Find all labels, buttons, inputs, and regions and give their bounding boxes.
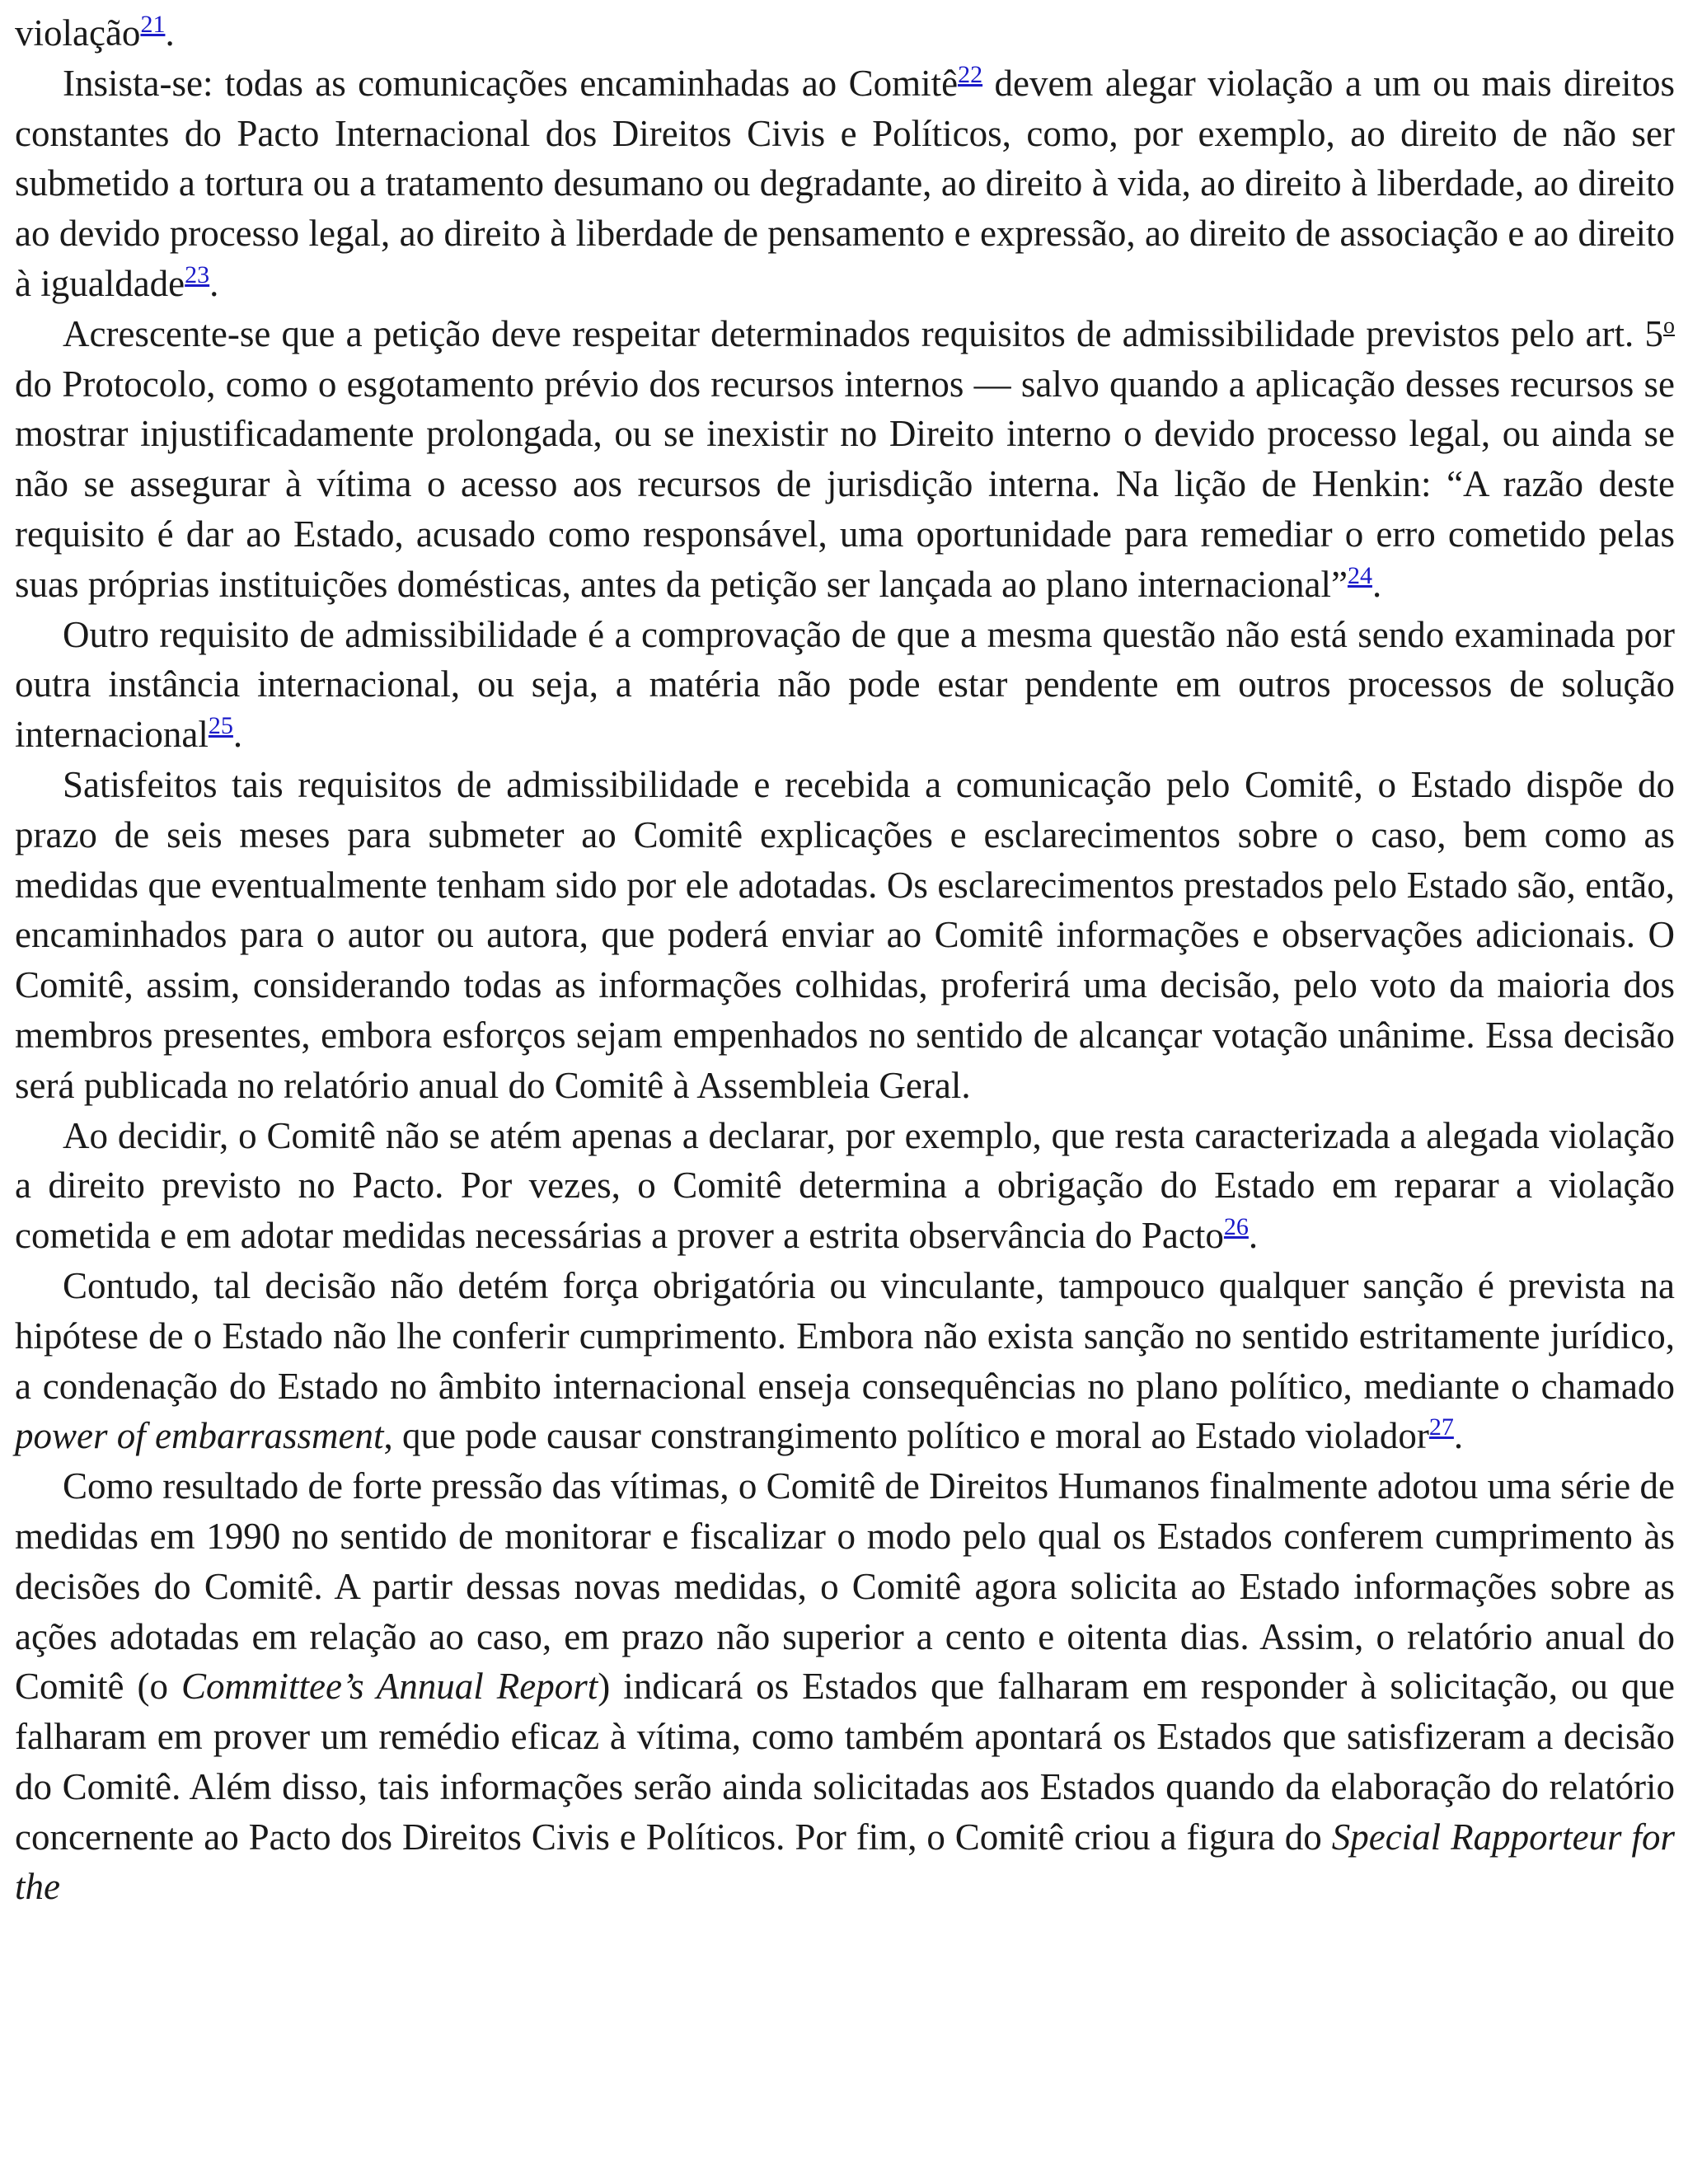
footnote-link-24[interactable]: 24	[1347, 561, 1372, 589]
text: do Protocolo, como o esgotamento prévio dos recursos internos — salvo quando a aplicação desses recursos se mostrar injustificadamente prolongada, ou se inexistir no Direito interno o devido processo legal, ou ainda se não se assegurar à vítima o acesso aos recursos de jurisdição interna. Na lição de Henkin: “A razão deste requisito é dar ao Estado, acusado como responsável, uma oportunidade para remediar o erro cometido pelas suas próprias instituições domésticas, antes da petição ser lançada ao plano internacional”	[15, 363, 1675, 605]
text: .	[1453, 1415, 1464, 1457]
footnote-link-26[interactable]: 26	[1223, 1213, 1249, 1241]
ordinal-indicator: o	[1663, 312, 1675, 339]
footnote-link-25[interactable]: 25	[208, 712, 233, 740]
text: Insista-se: todas as comunicações encaminhadas ao Comitê	[63, 62, 959, 104]
paragraph-7	[15, 1461, 1675, 1912]
italic-term: power of embarrassment	[15, 1415, 384, 1457]
text: Satisfeitos tais requisitos de admissibilidade e recebida a comunicação pelo Comitê, o Estado dispõe do prazo de seis meses para submeter ao Comitê explicações e esclarecimentos sobre o caso, bem como as medidas que eventualmente tenham sido por ele adotadas. Os esclarecimentos prestados pelo Estado são, então, encaminhados para o autor ou autora, que poderá enviar ao Comitê informações e observações adicionais. O Comitê, assim, considerando todas as informações colhidas, proferirá uma decisão, pelo voto da maioria dos membros presentes, embora esforços sejam empenhados no sentido de alcançar votação unânime. Essa decisão será publicada no relatório anual do Comitê à Assembleia Geral.	[15, 763, 1675, 1106]
paragraph-6	[15, 1261, 1675, 1461]
paragraph-4	[15, 760, 1675, 1111]
italic-term: Special Rapporteur for the	[15, 1816, 1675, 1908]
text: .	[1248, 1215, 1259, 1257]
text: Contudo, tal decisão não detém força obrigatória ou vinculante, tampouco qualquer sanção é prevista na hipótese de o Estado não lhe conferir cumprimento. Embora não exista sanção no sentido estritamente jurídico, a condenação do Estado no âmbito internacional enseja consequências no plano político, mediante o chamado	[15, 1264, 1675, 1407]
text: Ao decidir, o Comitê não se atém apenas a declarar, por exemplo, que resta caracterizada a alegada violação a direito previsto no Pacto. Por vezes, o Comitê determina a obrigação do Estado em reparar a violação cometida e em adotar medidas necessárias a prover a estrita observância do Pacto	[15, 1114, 1675, 1257]
text: .	[165, 12, 175, 54]
text: .	[1372, 563, 1382, 605]
text: Acrescente-se que a petição deve respeitar determinados requisitos de admissibilidade previstos pelo art. 5	[63, 312, 1663, 354]
text: Como resultado de forte pressão das vítimas, o Comitê de Direitos Humanos finalmente adotou uma série de medidas em 1990 no sentido de monitorar e fiscalizar o modo pelo qual os Estados conferem cumprimento às decisões do Comitê. A partir dessas novas medidas, o Comitê agora solicita ao Estado informações sobre as ações adotadas em relação ao caso, em prazo não superior a cento e oitenta dias. Assim, o relatório anual do Comitê (o	[15, 1465, 1675, 1708]
footnote-link-23[interactable]: 23	[185, 260, 210, 288]
document-page	[15, 8, 1675, 1912]
text: , que pode causar constrangimento político e moral ao Estado violador	[383, 1415, 1429, 1457]
text: Outro requisito de admissibilidade é a comprovação de que a mesma questão não está sendo examinada por outra instância internacional, ou seja, a matéria não pode estar pendente em outros processos de solução internacional	[15, 613, 1675, 756]
italic-term: Committee’s Annual Report	[181, 1666, 598, 1708]
text: .	[209, 262, 219, 304]
paragraph-3	[15, 610, 1675, 760]
paragraph-1	[15, 59, 1675, 309]
text: devem alegar violação a um ou mais direitos constantes do Pacto Internacional dos Direitos Civis e Políticos, como, por exemplo, ao direito de não ser submetido a tortura ou a tratamento desumano ou degradante, ao direito à vida, ao direito à liberdade, ao direito ao devido processo legal, ao direito à liberdade de pensamento e expressão, ao direito de associação e ao direito à igualdade	[15, 62, 1675, 304]
footnote-link-22[interactable]: 22	[958, 60, 983, 88]
footnote-link-21[interactable]: 21	[140, 11, 166, 38]
paragraph-0	[15, 8, 1675, 59]
footnote-link-27[interactable]: 27	[1428, 1413, 1454, 1441]
paragraph-5	[15, 1111, 1675, 1261]
text: .	[232, 714, 243, 756]
text: ) indicará os Estados que falharam em responder à solicitação, ou que falharam em prover um remédio eficaz à vítima, como também apontará os Estados que satisfizeram a decisão do Comitê. Além disso, tais informações serão ainda solicitadas aos Estados quando da elaboração do relatório concernente ao Pacto dos Direitos Civis e Políticos. Por fim, o Comitê criou a figura do	[15, 1666, 1675, 1858]
text: violação	[15, 12, 141, 54]
paragraph-2	[15, 309, 1675, 610]
